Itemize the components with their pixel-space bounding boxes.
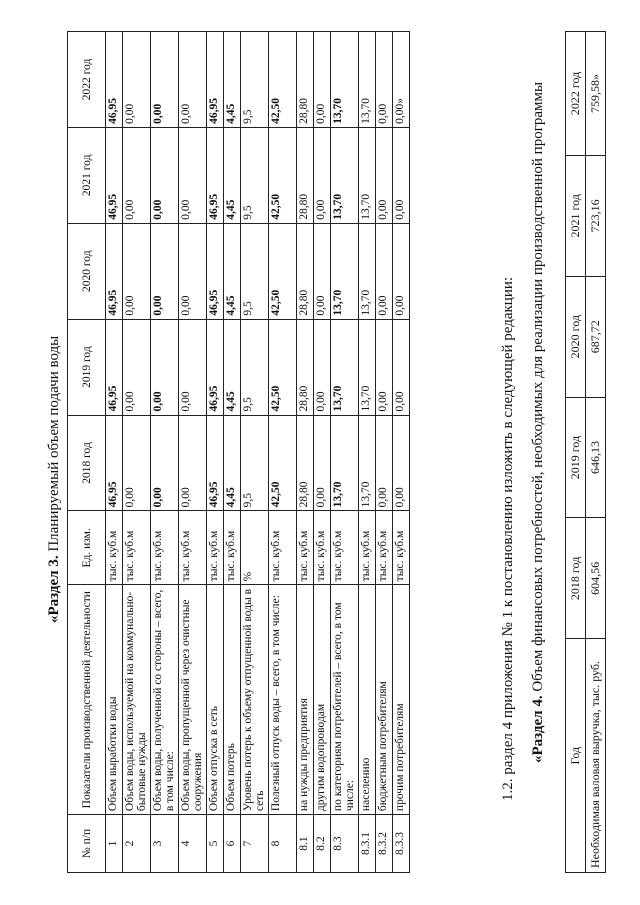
row-number: 7 [241, 815, 269, 873]
table-row [179, 32, 207, 873]
value-cell: 46,95 [207, 223, 224, 319]
row-number: 8.1 [297, 815, 314, 873]
unit-cell: тыс. куб.м [331, 511, 359, 585]
value-cell: 0,00 [151, 415, 179, 511]
value-cell: 9,5 [241, 319, 269, 415]
table-row [586, 32, 606, 873]
value-cell: 0,00 [123, 32, 151, 128]
indicator-name: Объем воды, используемой на коммунально-бытовые нужды [123, 585, 151, 815]
value-cell: 13,70 [331, 127, 359, 223]
value-cell: 759,58» [586, 32, 606, 156]
planned-water-supply-table [67, 31, 410, 873]
header-cell: 2022 год [566, 32, 586, 156]
value-cell: 0,00 [314, 127, 331, 223]
table-row [207, 32, 224, 873]
table-row [241, 32, 269, 873]
value-cell: 0,00 [393, 127, 410, 223]
unit-cell: тыс. куб.м [179, 511, 207, 585]
header-cell: 2019 год [68, 319, 106, 415]
value-cell: 0,00 [314, 32, 331, 128]
value-cell: 13,70 [331, 223, 359, 319]
table-row [314, 32, 331, 873]
value-cell: 0,00 [179, 223, 207, 319]
value-cell: 0,00 [376, 127, 393, 223]
value-cell: 0,00 [376, 415, 393, 511]
value-cell: 4,45 [224, 415, 241, 511]
amendment-note: 1.2. раздел 4 приложения № 1 к постановлению изложить в следующей редакции: [500, 276, 516, 801]
value-cell: 42,50 [269, 127, 297, 223]
indicator-name: на нужды предприятия [297, 585, 314, 815]
value-cell: 0,00 [314, 223, 331, 319]
table-row [359, 32, 376, 873]
value-cell: 0,00 [151, 32, 179, 128]
indicator-name: Объем отпуска в сеть [207, 585, 224, 815]
value-cell: 0,00 [151, 319, 179, 415]
row-number: 8.3 [331, 815, 359, 873]
value-cell: 9,5 [241, 223, 269, 319]
value-cell: 0,00 [179, 415, 207, 511]
value-cell: 28,80 [297, 127, 314, 223]
indicator-name: Полезный отпуск воды – всего, в том числе: [269, 585, 297, 815]
indicator-name: Уровень потерь к объему отпущенной воды в сеть [241, 585, 269, 815]
value-cell: 0,00 [179, 32, 207, 128]
header-cell: Год [566, 639, 586, 873]
section-3-heading: «Раздел 3. Планируемый объем подачи воды [46, 335, 62, 623]
value-cell: 28,80 [297, 32, 314, 128]
table-row [297, 32, 314, 873]
table-row [123, 32, 151, 873]
table-row [224, 32, 241, 873]
value-cell: 646,13 [586, 397, 606, 518]
value-cell: 13,70 [359, 415, 376, 511]
value-cell: 28,80 [297, 223, 314, 319]
header-cell: 2018 год [68, 415, 106, 511]
value-cell: 46,95 [106, 319, 123, 415]
unit-cell: тыс. куб.м [297, 511, 314, 585]
value-cell: 42,50 [269, 32, 297, 128]
indicator-name: бюджетным потребителям [376, 585, 393, 815]
table-row [269, 32, 297, 873]
indicator-name: по категориям потребителей – всего, в том числе: [331, 585, 359, 815]
unit-cell: тыс. куб.м [376, 511, 393, 585]
indicator-name: Объем потерь [224, 585, 241, 815]
value-cell: 42,50 [269, 415, 297, 511]
value-cell: 0,00 [393, 223, 410, 319]
value-cell: 46,95 [106, 127, 123, 223]
header-cell: 2018 год [566, 518, 586, 639]
indicator-name: населению [359, 585, 376, 815]
value-cell: 0,00 [179, 319, 207, 415]
row-number: 1 [106, 815, 123, 873]
header-cell: 2020 год [566, 276, 586, 397]
unit-cell: % [241, 511, 269, 585]
value-cell: 13,70 [359, 127, 376, 223]
value-cell: 0,00» [393, 32, 410, 128]
indicator-name: Объем воды, полученной со стороны – всего, в том числе: [151, 585, 179, 815]
value-cell: 9,5 [241, 415, 269, 511]
value-cell: 9,5 [241, 127, 269, 223]
value-cell: 0,00 [151, 223, 179, 319]
value-cell: 0,00 [393, 415, 410, 511]
value-cell: 0,00 [314, 319, 331, 415]
value-cell: 0,00 [123, 127, 151, 223]
value-cell: 687,72 [586, 276, 606, 397]
header-cell: Ед. изм. [68, 511, 106, 585]
row-number: 8.2 [314, 815, 331, 873]
section-4-heading: «Раздел 4. Объем финансовых потребностей, необходимых для реализации производственной программы [530, 81, 546, 763]
header-cell: 2019 год [566, 397, 586, 518]
row-label: Необходимая валовая выручка, тыс. руб. [586, 639, 606, 873]
value-cell: 13,70 [359, 319, 376, 415]
header-cell: Показатели производственной деятельности [68, 585, 106, 815]
table-header-row [68, 32, 106, 873]
unit-cell: тыс. куб.м [207, 511, 224, 585]
unit-cell: тыс. куб.м [106, 511, 123, 585]
table-row [393, 32, 410, 873]
indicator-name: другим водопроводам [314, 585, 331, 815]
unit-cell: тыс. куб.м [224, 511, 241, 585]
unit-cell: тыс. куб.м [151, 511, 179, 585]
row-number: 3 [151, 815, 179, 873]
value-cell: 46,95 [106, 415, 123, 511]
unit-cell: тыс. куб.м [359, 511, 376, 585]
row-number: 5 [207, 815, 224, 873]
value-cell: 46,95 [207, 32, 224, 128]
unit-cell: тыс. куб.м [123, 511, 151, 585]
value-cell: 0,00 [314, 415, 331, 511]
row-number: 8 [269, 815, 297, 873]
value-cell: 13,70 [331, 415, 359, 511]
header-cell: 2021 год [68, 127, 106, 223]
table-row [376, 32, 393, 873]
value-cell: 0,00 [179, 127, 207, 223]
value-cell: 42,50 [269, 319, 297, 415]
value-cell: 46,95 [106, 32, 123, 128]
value-cell: 0,00 [376, 223, 393, 319]
indicator-name: прочим потребителям [393, 585, 410, 815]
value-cell: 0,00 [376, 32, 393, 128]
value-cell: 13,70 [331, 319, 359, 415]
value-cell: 28,80 [297, 415, 314, 511]
row-number: 2 [123, 815, 151, 873]
header-cell: № п/п [68, 815, 106, 873]
value-cell: 46,95 [207, 415, 224, 511]
row-number: 8.3.2 [376, 815, 393, 873]
value-cell: 0,00 [123, 415, 151, 511]
value-cell: 46,95 [207, 319, 224, 415]
table-row [151, 32, 179, 873]
header-cell: 2022 год [68, 32, 106, 128]
value-cell: 4,45 [224, 127, 241, 223]
table-header-row [566, 32, 586, 873]
row-number: 8.3.1 [359, 815, 376, 873]
value-cell: 46,95 [207, 127, 224, 223]
value-cell: 4,45 [224, 32, 241, 128]
row-number: 4 [179, 815, 207, 873]
value-cell: 42,50 [269, 223, 297, 319]
financial-needs-table [565, 31, 606, 873]
unit-cell: тыс. куб.м [314, 511, 331, 585]
value-cell: 0,00 [123, 319, 151, 415]
value-cell: 13,70 [359, 223, 376, 319]
header-cell: 2021 год [566, 155, 586, 276]
value-cell: 13,70 [331, 32, 359, 128]
value-cell: 9,5 [241, 32, 269, 128]
unit-cell: тыс. куб.м [393, 511, 410, 585]
indicator-name: Объем выработки воды [106, 585, 123, 815]
value-cell: 0,00 [393, 319, 410, 415]
indicator-name: Объем воды, пропущенной через очистные сооружения [179, 585, 207, 815]
value-cell: 604,56 [586, 518, 606, 639]
value-cell: 0,00 [123, 223, 151, 319]
value-cell: 0,00 [376, 319, 393, 415]
value-cell: 0,00 [151, 127, 179, 223]
value-cell: 723,16 [586, 155, 606, 276]
table-row [331, 32, 359, 873]
value-cell: 28,80 [297, 319, 314, 415]
value-cell: 13,70 [359, 32, 376, 128]
unit-cell: тыс. куб.м [269, 511, 297, 585]
value-cell: 4,45 [224, 319, 241, 415]
row-number: 8.3.3 [393, 815, 410, 873]
row-number: 6 [224, 815, 241, 873]
header-cell: 2020 год [68, 223, 106, 319]
table-row [106, 32, 123, 873]
value-cell: 4,45 [224, 223, 241, 319]
value-cell: 46,95 [106, 223, 123, 319]
